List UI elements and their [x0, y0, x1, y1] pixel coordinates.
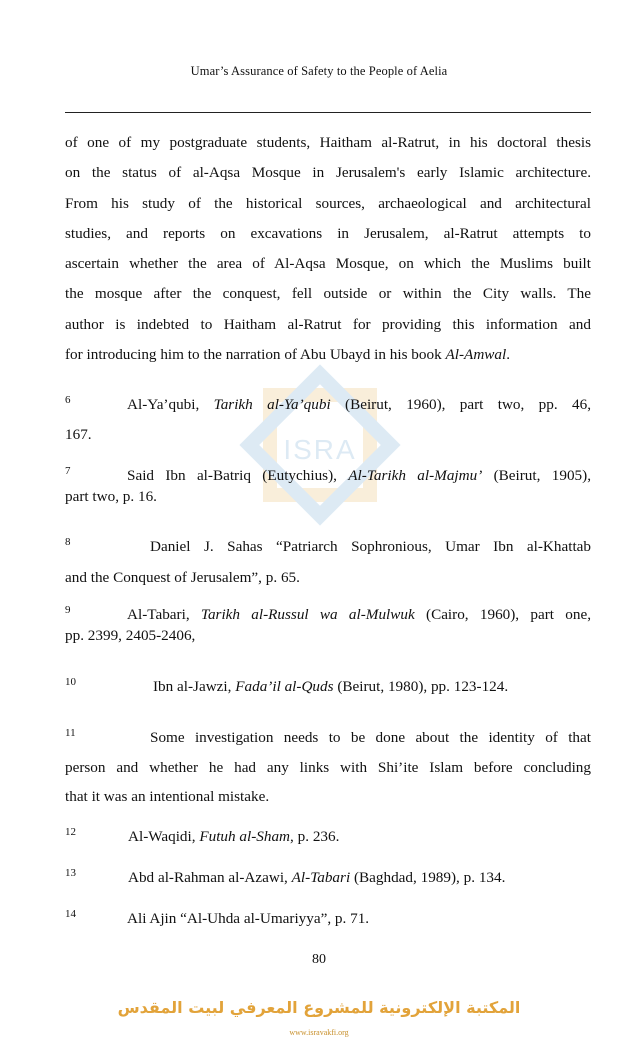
paragraph-line: the mosque after the conquest, fell outside or within the City walls. The [65, 285, 591, 303]
footnote-number: 13 [65, 867, 76, 879]
paragraph-line: author is indebted to Haitham al-Ratrut for providing this information and [65, 315, 591, 333]
footnote-line: 167. [65, 426, 92, 443]
footnote-text: (Beirut, 1905), [482, 467, 591, 484]
footnote-number: 6 [65, 394, 71, 406]
book-title: Al-Amwal [445, 346, 507, 364]
paragraph-line-last [65, 340, 591, 370]
footnote-line [127, 606, 591, 624]
book-title: Futuh al-Sham [199, 828, 291, 845]
footnote-text: (Baghdad, 1989), p. 134. [350, 869, 506, 886]
running-header: Umar’s Assurance of Safety to the People of Aelia [190, 64, 448, 78]
footnote-line: part two, p. 16. [65, 488, 157, 505]
footnote-number: 10 [65, 676, 76, 688]
footnote-text: (Beirut, 1980), pp. 123-124. [333, 678, 509, 695]
footnote-text: Al-Ya’qubi, [127, 396, 214, 413]
footnote-text: , p. 236. [290, 828, 340, 845]
book-title: Al-Tabari [291, 869, 351, 886]
paragraph-line: ascertain whether the area of Al-Aqsa Mosque, on which the Muslims built [65, 255, 591, 273]
paragraph-line: of one of my postgraduate students, Haitham al-Ratrut, in his doctoral thesis [65, 134, 591, 151]
footnote-line: pp. 2399, 2405-2406, [65, 627, 196, 644]
watermark-text: ISRA [283, 434, 357, 465]
footnote-text: Said Ibn al-Batriq (Eutychius), [127, 467, 349, 484]
footnote-line [127, 396, 591, 414]
footnote-line: that it was an intentional mistake. [65, 788, 270, 805]
footer-library-name: المكتبة الإلكترونية للمشروع المعرفي لبيت المقدس [117, 998, 521, 1017]
footnote-text: (Beirut, 1960), part two, pp. 46, [330, 396, 591, 413]
footnote-text: Al-Tabari, [127, 606, 201, 623]
paragraph-line: From his study of the historical sources, archaeological and architectural [65, 194, 591, 212]
book-title: Fada’il al-Quds [235, 678, 334, 695]
paragraph-line: studies, and reports on excavations in Jerusalem, al-Ratrut attempts to [65, 224, 591, 242]
footnote-line [127, 467, 591, 485]
page-number: 80 [312, 952, 326, 967]
footnote-number: 12 [65, 826, 76, 838]
footnote-line: Ali Ajin “Al-Uhda al-Umariyya”, p. 71. [127, 910, 370, 927]
footnote-number: 8 [65, 536, 71, 548]
footnote-number: 7 [65, 465, 71, 477]
book-title: Tarikh al-Ya’qubi [213, 396, 331, 413]
footnote-text: Al-Waqidi, [128, 828, 200, 845]
footnote-line [128, 828, 339, 846]
footnote-text: Abd al-Rahman al-Azawi, [128, 869, 292, 886]
footnote-text: Ibn al-Jawzi, [153, 678, 236, 695]
paragraph-text: . [506, 346, 511, 364]
footnote-line [153, 678, 508, 696]
footnote-number: 11 [65, 727, 76, 739]
paragraph-line: on the status of al-Aqsa Mosque in Jerusalem's early Islamic architecture. [65, 164, 591, 182]
footnote-text: (Cairo, 1960), part one, [414, 606, 591, 623]
book-title: Al-Tarikh al-Majmu’ [348, 467, 483, 484]
footnote-line: Daniel J. Sahas “Patriarch Sophronious, Umar Ibn al-Khattab [150, 538, 591, 555]
body-paragraph [65, 128, 591, 370]
footnote-number: 9 [65, 604, 71, 616]
footnote-line [128, 869, 505, 887]
footer-url: www.isravakfi.org [289, 1028, 349, 1037]
footnote-line: person and whether he had any links with Shi’ite Islam before concluding [65, 759, 591, 776]
footnote-line: Some investigation needs to be done about the identity of that [150, 729, 591, 746]
header-rule [65, 112, 591, 113]
book-title: Tarikh al-Russul wa al-Mulwuk [200, 606, 415, 623]
paragraph-text: for introducing him to the narration of Abu Ubayd in his book [65, 346, 446, 364]
footnote-number: 14 [65, 908, 76, 920]
footnote-line: and the Conquest of Jerusalem”, p. 65. [65, 569, 300, 586]
